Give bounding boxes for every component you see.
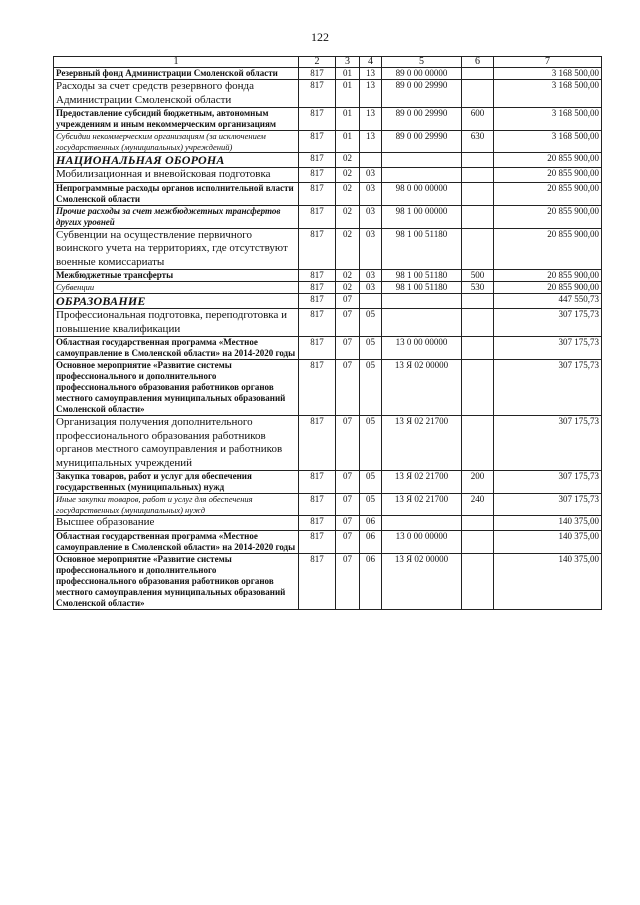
row-subsection: 06 [360, 553, 382, 609]
row-subsection [360, 294, 382, 309]
row-name: Субвенции [54, 282, 299, 294]
table-row [54, 553, 602, 609]
header-col-3: 3 [336, 57, 360, 68]
row-amount: 20 855 900,00 [494, 270, 602, 282]
row-section: 02 [336, 228, 360, 270]
row-target-code: 13 0 00 00000 [382, 337, 462, 360]
row-admin-code: 817 [299, 530, 336, 553]
row-amount: 20 855 900,00 [494, 282, 602, 294]
row-name: Межбюджетные трансферты [54, 270, 299, 282]
row-target-code [382, 168, 462, 183]
row-name: Прочие расходы за счет межбюджетных трансфертов других уровней [54, 205, 299, 228]
row-name: Организация получения дополнительного профессионального образования работников органов местного самоуправления и работников муниципальных учреждений [54, 416, 299, 471]
row-target-code: 98 1 00 51180 [382, 228, 462, 270]
row-expense-type [462, 80, 494, 108]
row-subsection: 03 [360, 228, 382, 270]
table-body [54, 68, 602, 610]
row-subsection: 03 [360, 182, 382, 205]
row-expense-type [462, 68, 494, 80]
row-section: 07 [336, 494, 360, 516]
table-row [54, 471, 602, 494]
table-row [54, 168, 602, 183]
row-expense-type [462, 530, 494, 553]
row-target-code [382, 516, 462, 531]
row-amount: 20 855 900,00 [494, 205, 602, 228]
table-row [54, 68, 602, 80]
table-row [54, 494, 602, 516]
row-name: Субсидии некоммерческим организациям (за исключением государственных (муниципальных) учреждений) [54, 131, 299, 153]
row-admin-code: 817 [299, 153, 336, 168]
row-admin-code: 817 [299, 294, 336, 309]
row-subsection: 13 [360, 131, 382, 153]
row-target-code [382, 309, 462, 337]
row-name: Резервный фонд Администрации Смоленской области [54, 68, 299, 80]
row-section: 02 [336, 182, 360, 205]
row-target-code: 89 0 00 29990 [382, 80, 462, 108]
row-expense-type: 600 [462, 108, 494, 131]
table-row [54, 337, 602, 360]
row-section: 07 [336, 416, 360, 471]
row-section: 07 [336, 530, 360, 553]
row-amount: 307 175,73 [494, 337, 602, 360]
row-name: Субвенции на осуществление первичного воинского учета на территориях, где отсутствуют военные комиссариаты [54, 228, 299, 270]
row-subsection: 06 [360, 516, 382, 531]
row-admin-code: 817 [299, 168, 336, 183]
row-expense-type [462, 309, 494, 337]
row-expense-type [462, 337, 494, 360]
row-expense-type [462, 553, 494, 609]
row-amount: 307 175,73 [494, 416, 602, 471]
row-section: 07 [336, 360, 360, 416]
row-subsection: 03 [360, 282, 382, 294]
row-name: Иные закупки товаров, работ и услуг для обеспечения государственных (муниципальных) нужд [54, 494, 299, 516]
table-row [54, 530, 602, 553]
row-section: 01 [336, 108, 360, 131]
row-admin-code: 817 [299, 108, 336, 131]
row-expense-type [462, 516, 494, 531]
row-section: 02 [336, 205, 360, 228]
row-admin-code: 817 [299, 416, 336, 471]
row-admin-code: 817 [299, 68, 336, 80]
row-subsection: 05 [360, 337, 382, 360]
row-expense-type [462, 182, 494, 205]
row-name: Профессиональная подготовка, переподготовка и повышение квалификации [54, 309, 299, 337]
row-section: 07 [336, 337, 360, 360]
row-amount: 3 168 500,00 [494, 80, 602, 108]
row-admin-code: 817 [299, 309, 336, 337]
row-amount: 140 375,00 [494, 530, 602, 553]
row-subsection: 03 [360, 270, 382, 282]
row-expense-type [462, 416, 494, 471]
table-row [54, 516, 602, 531]
table-row [54, 108, 602, 131]
row-amount: 307 175,73 [494, 494, 602, 516]
row-subsection: 05 [360, 471, 382, 494]
row-section: 01 [336, 80, 360, 108]
row-admin-code: 817 [299, 282, 336, 294]
page-number: 122 [311, 30, 329, 44]
table-row [54, 294, 602, 309]
row-expense-type [462, 360, 494, 416]
row-expense-type: 530 [462, 282, 494, 294]
table-row [54, 182, 602, 205]
table-row [54, 205, 602, 228]
row-amount: 3 168 500,00 [494, 108, 602, 131]
header-col-1: 1 [54, 57, 299, 68]
row-expense-type [462, 168, 494, 183]
row-target-code: 13 Я 02 21700 [382, 471, 462, 494]
row-expense-type: 200 [462, 471, 494, 494]
row-subsection: 13 [360, 108, 382, 131]
row-amount: 20 855 900,00 [494, 153, 602, 168]
row-admin-code: 817 [299, 228, 336, 270]
row-target-code: 13 Я 02 00000 [382, 360, 462, 416]
row-name: Высшее образование [54, 516, 299, 531]
row-name: Расходы за счет средств резервного фонда Администрации Смоленской области [54, 80, 299, 108]
budget-table [53, 56, 602, 610]
row-admin-code: 817 [299, 337, 336, 360]
row-subsection: 05 [360, 494, 382, 516]
row-section: 07 [336, 516, 360, 531]
row-name: Мобилизационная и вневойсковая подготовка [54, 168, 299, 183]
row-section: 02 [336, 153, 360, 168]
row-target-code: 98 1 00 00000 [382, 205, 462, 228]
row-amount: 3 168 500,00 [494, 68, 602, 80]
row-section: 01 [336, 131, 360, 153]
row-name: Основное мероприятие «Развитие системы профессионального и дополнительного профессионального образования работников органов местного самоуправления муниципальных образований Смоленской области» [54, 553, 299, 609]
row-section: 02 [336, 282, 360, 294]
row-target-code [382, 153, 462, 168]
header-col-5: 5 [382, 57, 462, 68]
row-subsection: 03 [360, 168, 382, 183]
row-admin-code: 817 [299, 360, 336, 416]
row-admin-code: 817 [299, 494, 336, 516]
row-amount: 20 855 900,00 [494, 168, 602, 183]
table-row [54, 282, 602, 294]
row-section: 01 [336, 68, 360, 80]
row-subsection: 05 [360, 416, 382, 471]
row-section: 07 [336, 471, 360, 494]
row-name: НАЦИОНАЛЬНАЯ ОБОРОНА [54, 153, 299, 168]
row-amount: 307 175,73 [494, 309, 602, 337]
row-name: Закупка товаров, работ и услуг для обеспечения государственных (муниципальных) нужд [54, 471, 299, 494]
row-target-code [382, 294, 462, 309]
row-expense-type [462, 294, 494, 309]
row-target-code: 13 Я 02 00000 [382, 553, 462, 609]
table-row [54, 131, 602, 153]
row-admin-code: 817 [299, 516, 336, 531]
row-target-code: 89 0 00 00000 [382, 68, 462, 80]
row-amount: 307 175,73 [494, 471, 602, 494]
row-expense-type: 630 [462, 131, 494, 153]
row-expense-type: 500 [462, 270, 494, 282]
row-section: 02 [336, 270, 360, 282]
row-target-code: 13 Я 02 21700 [382, 416, 462, 471]
row-admin-code: 817 [299, 471, 336, 494]
row-section: 07 [336, 553, 360, 609]
row-target-code: 98 1 00 51180 [382, 270, 462, 282]
header-col-4: 4 [360, 57, 382, 68]
row-target-code: 13 0 00 00000 [382, 530, 462, 553]
row-expense-type [462, 153, 494, 168]
header-row [54, 57, 602, 68]
row-expense-type [462, 205, 494, 228]
row-name: Основное мероприятие «Развитие системы профессионального и дополнительного профессионального образования работников органов местного самоуправления муниципальных образований Смоленской области» [54, 360, 299, 416]
row-section: 07 [336, 309, 360, 337]
row-subsection: 05 [360, 309, 382, 337]
row-subsection: 03 [360, 205, 382, 228]
table-row [54, 309, 602, 337]
row-subsection: 05 [360, 360, 382, 416]
row-amount: 307 175,73 [494, 360, 602, 416]
row-name: Непрограммные расходы органов исполнительной власти Смоленской области [54, 182, 299, 205]
header-col-2: 2 [299, 57, 336, 68]
row-name: Областная государственная программа «Местное самоуправление в Смоленской области» на 2014-2020 годы [54, 337, 299, 360]
table-row [54, 153, 602, 168]
table-row [54, 270, 602, 282]
row-target-code: 98 1 00 51180 [382, 282, 462, 294]
header-col-6: 6 [462, 57, 494, 68]
row-subsection: 06 [360, 530, 382, 553]
row-admin-code: 817 [299, 553, 336, 609]
table-row [54, 80, 602, 108]
row-subsection [360, 153, 382, 168]
row-expense-type: 240 [462, 494, 494, 516]
row-amount: 3 168 500,00 [494, 131, 602, 153]
table-row [54, 416, 602, 471]
row-name: ОБРАЗОВАНИЕ [54, 294, 299, 309]
table-row [54, 360, 602, 416]
row-section: 02 [336, 168, 360, 183]
row-name: Предоставление субсидий бюджетным, автономным учреждениям и иным некоммерческим организациям [54, 108, 299, 131]
row-admin-code: 817 [299, 182, 336, 205]
row-target-code: 98 0 00 00000 [382, 182, 462, 205]
row-amount: 140 375,00 [494, 516, 602, 531]
row-amount: 20 855 900,00 [494, 228, 602, 270]
row-target-code: 13 Я 02 21700 [382, 494, 462, 516]
row-section: 07 [336, 294, 360, 309]
row-subsection: 13 [360, 68, 382, 80]
row-target-code: 89 0 00 29990 [382, 131, 462, 153]
row-expense-type [462, 228, 494, 270]
row-amount: 20 855 900,00 [494, 182, 602, 205]
row-amount: 447 550,73 [494, 294, 602, 309]
row-admin-code: 817 [299, 80, 336, 108]
header-col-7: 7 [494, 57, 602, 68]
row-amount: 140 375,00 [494, 553, 602, 609]
table-row [54, 228, 602, 270]
row-target-code: 89 0 00 29990 [382, 108, 462, 131]
row-admin-code: 817 [299, 270, 336, 282]
row-subsection: 13 [360, 80, 382, 108]
row-name: Областная государственная программа «Местное самоуправление в Смоленской области» на 2014-2020 годы [54, 530, 299, 553]
row-admin-code: 817 [299, 205, 336, 228]
row-admin-code: 817 [299, 131, 336, 153]
